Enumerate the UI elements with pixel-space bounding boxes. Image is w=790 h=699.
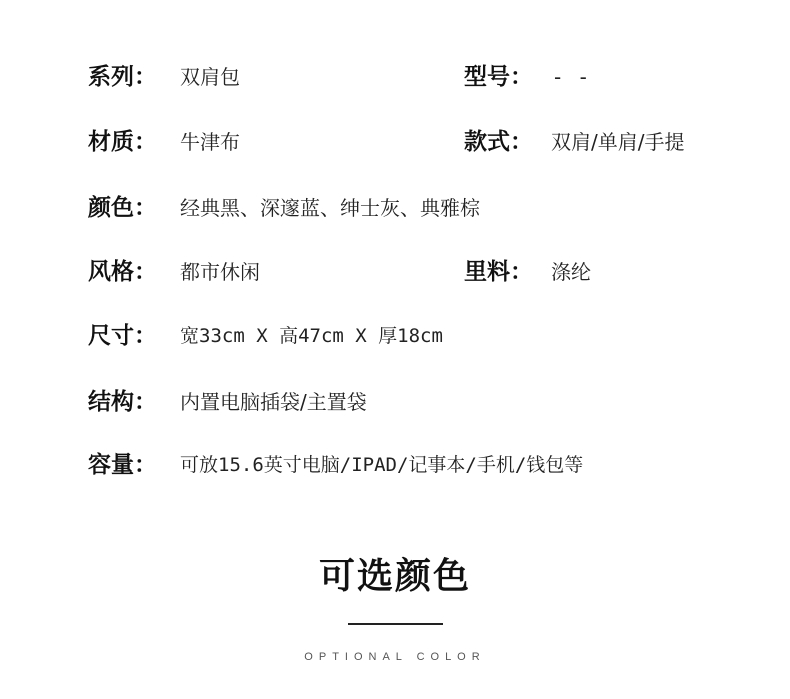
spec-label-size: 尺寸：	[88, 323, 157, 349]
section-title: 可选颜色	[318, 556, 471, 597]
spec-value-color: 经典黑、深邃蓝、绅士灰、典雅棕	[180, 196, 480, 220]
spec-label-structure: 结构：	[88, 389, 157, 415]
spec-label-model: 型号：	[464, 64, 533, 90]
spec-label-capacity: 容量：	[88, 452, 157, 478]
spec-value-structure: 内置电脑插袋/主置袋	[180, 390, 367, 414]
spec-row-structure	[0, 382, 790, 422]
spec-label-lining: 里料：	[464, 259, 533, 285]
spec-label-series: 系列：	[88, 64, 157, 90]
spec-value-material: 牛津布	[180, 130, 240, 154]
spec-label-color: 颜色：	[88, 195, 157, 221]
spec-value-size: 宽33cm X 高47cm X 厚18cm	[180, 325, 443, 347]
spec-value-series: 双肩包	[180, 65, 240, 89]
spec-value-capacity: 可放15.6英寸电脑/IPAD/记事本/手机/钱包等	[180, 454, 584, 476]
spec-value-style: 双肩/单肩/手提	[551, 130, 685, 154]
spec-label-style: 款式：	[464, 129, 533, 155]
spec-row-material	[0, 122, 790, 162]
spec-row-series	[0, 57, 790, 97]
section-subtitle: OPTIONAL COLOR	[304, 651, 486, 663]
spec-row-color	[0, 188, 790, 228]
spec-label-fashion: 风格：	[88, 259, 157, 285]
spec-value-lining: 涤纶	[551, 260, 591, 284]
spec-row-fashion	[0, 252, 790, 292]
section-divider	[348, 623, 443, 625]
spec-row-capacity	[0, 445, 790, 485]
spec-value-fashion: 都市休闲	[180, 260, 260, 284]
spec-label-material: 材质：	[88, 129, 157, 155]
spec-value-model: - -	[554, 65, 593, 89]
spec-row-size	[0, 316, 790, 356]
